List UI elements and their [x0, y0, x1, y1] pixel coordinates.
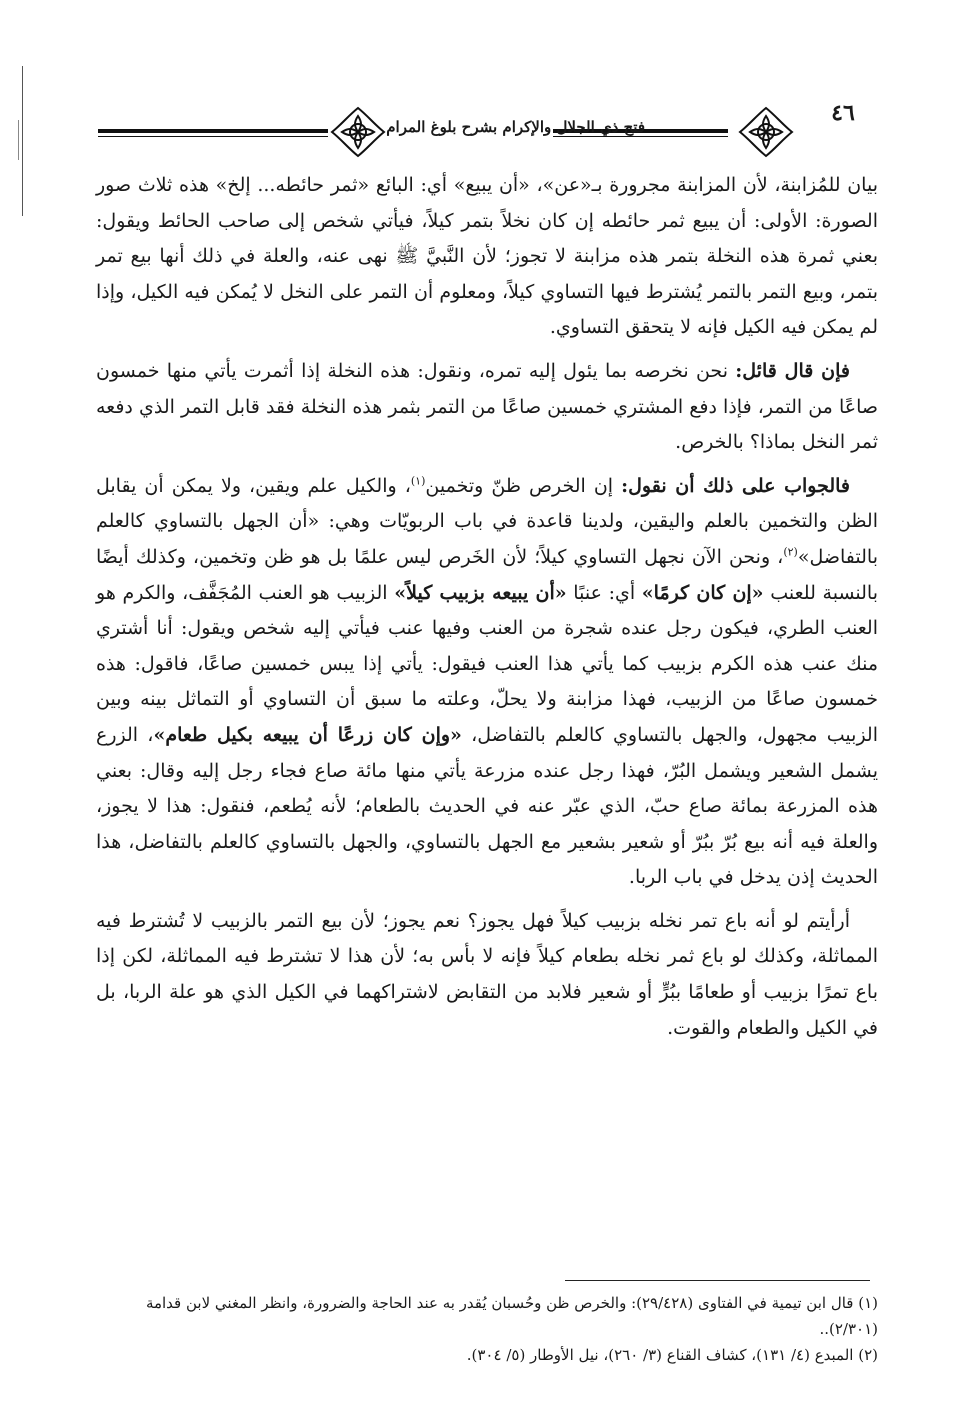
paragraph-text: الزبيب هو العنب المُجَفَّف، والكرم هو العنب الطري، فيكون رجل عنده شجرة من العنب وفيها عنب فيأتي إليه شخص ويقول: أنا أشتري منك عنب هذه الكرم بزبيب كما يأتي هذا العنب فيقول: يأتي إذا يبس خمسين صاعًا، فاقول: هذه خمسون صاعًا من الزبيب، فهذا مزابنة ولا يحلّ، وعلته ما سبق أن التساوي أو التماثل بينه وبين الزبيب مجهول، والجهل بالتساوي كالعلم بالتفاضل،: [96, 581, 878, 746]
hadith-quote: «إن كان كرمًا»: [641, 581, 764, 604]
paragraph: [96, 354, 878, 461]
paragraph-text: أي: عنبًا: [566, 581, 642, 604]
paragraph-text: ، ونحن الآن نجهل التساوي كيلاً؛ لأن الخَرص ليس علمًا بل هو ظن وتخمين، وكذلك أيضًا بالنسبة للعنب: [96, 545, 879, 604]
floral-ornament-icon: [736, 104, 796, 160]
paragraph: [96, 168, 878, 346]
paragraph: [96, 469, 878, 896]
paragraph-text: إن الخرص ظنّ وتخمين: [425, 474, 622, 497]
header-rule: [98, 129, 328, 133]
paragraph-text: بيان للمُزابنة، لأن المزابنة مجرورة بـ«عن»، «أن يبيع» أي: البائع «ثمر حائطه... إلخ» هذه ثلاث صور الصورة: الأولى: أن يبيع ثمر حائطه إن كان نخلاً بتمر كيلاً، فيأتي شخص إلى صاحب الحائط ويقول: بعني ثمرة هذه النخلة بتمر هذه مزابنة لا تجوز؛ لأن النَّبيَّ ﷺ نهى عنه، والعلة في ذلك أنها بيع تمر بتمر، وبيع التمر بالتمر يُشترط فيها التساوي كيلاً، ومعلوم أن التمر على النخل لا يُمكن فيه الكيل، وإذا لم يمكن فيه الكيل فإنه لا يتحقق التساوي.: [96, 174, 878, 339]
margin-mark: [18, 120, 19, 160]
margin-mark: [22, 66, 23, 216]
header-rule: [98, 136, 328, 137]
hadith-quote: «أن يبيعه بزبيب كيلاً»: [394, 581, 567, 604]
paragraph: [96, 904, 878, 1046]
main-text: [96, 168, 878, 1054]
paragraph-text: نحن نخرصه بما يئول إليه تمره، ونقول: هذه النخلة إذا أثمرت يأتي منها خمسون صاعًا من التمر، فإذا دفع المشتري خمسين صاعًا من التمر بثمر هذه النخلة فقد قابل التمر الذي دفعه ثمر النخل بماذا؟ بالخرص.: [96, 359, 878, 454]
paragraph-text: أرأيتم لو أنه باع تمر نخله بزبيب كيلاً فهل يجوز؟ نعم يجوز؛ لأن بيع التمر بالزبيب لا تُشترط فيه المماثلة، وكذلك لو باع ثمر نخله بطعام كيلاً فإنه لا بأس به؛ لأن هذا لا تشترط فيه المماثلة، لكن إذا باع تمرًا بزبيب أو طعامًا ببُرٍّ أو شعير فلابد من التقابض لاشتراكهما في الكيل الذي هو علة الربا، بل في الكيل والطعام والقوت.: [96, 909, 878, 1039]
footnote-separator: [565, 1280, 870, 1281]
floral-ornament-icon: [328, 104, 388, 160]
footnote: (١) قال ابن تيمية في الفتاوى (٢٩/٤٢٨): والخرص ظن وحُسبان يُقدر به عند الحاجة والضرورة، وانظر المغني لابن قدامة (٢/٣٠١)..: [145, 1294, 878, 1338]
footnote-ref: (١): [410, 474, 426, 488]
page-header: [98, 96, 878, 158]
paragraph-lead: فإن قال قائل:: [735, 359, 851, 382]
paragraph-text: ، والكيل علم ويقين، ولا يمكن أن يقابل الظن والتخمين بالعلم واليقين، ولدينا قاعدة في باب الربويّات وهي: «أن الجهل بالتساوي كالعلم بالتفاضل»: [96, 474, 878, 568]
paragraph-text: ، الزرع يشمل الشعير ويشمل البُرّ، فهذا رجل عنده مزرعة يأتي منها مائة صاع فجاء رجل إليه وقال: بعني هذه المزرعة بمائة صاع حبّ، الذي عبّر عنه في الحديث بالطعام؛ لأنه يُطعم، فنقول: هذا لا يجوز، والعلة فيه أنه بيع بُرّ ببُرّ أو شعير بشعير مع الجهل بالتساوي، والجهل بالتساوي كالعلم بالتفاضل، هذا الحديث إذن يدخل في باب الربا.: [96, 723, 878, 889]
footnotes: [96, 1290, 878, 1368]
footnote-ref: (٢): [783, 545, 798, 559]
paragraph-lead: فالجواب على ذلك أن نقول:: [621, 474, 851, 497]
book-title: فتح ذي الجلال والإكرام بشرح بلوغ المرام: [386, 118, 645, 136]
page-number: ٤٦: [831, 100, 855, 126]
hadith-quote: «وإن كان زرعًا أن يبيعه بكيل طعام»: [153, 723, 462, 746]
header-rule: [553, 136, 728, 137]
footnote: (٢) المبدع (٤/ ١٣١)، كشاف القناع (٣/ ٢٦٠)، نيل الأوطار (٥/ ٣٠٤).: [466, 1346, 878, 1364]
